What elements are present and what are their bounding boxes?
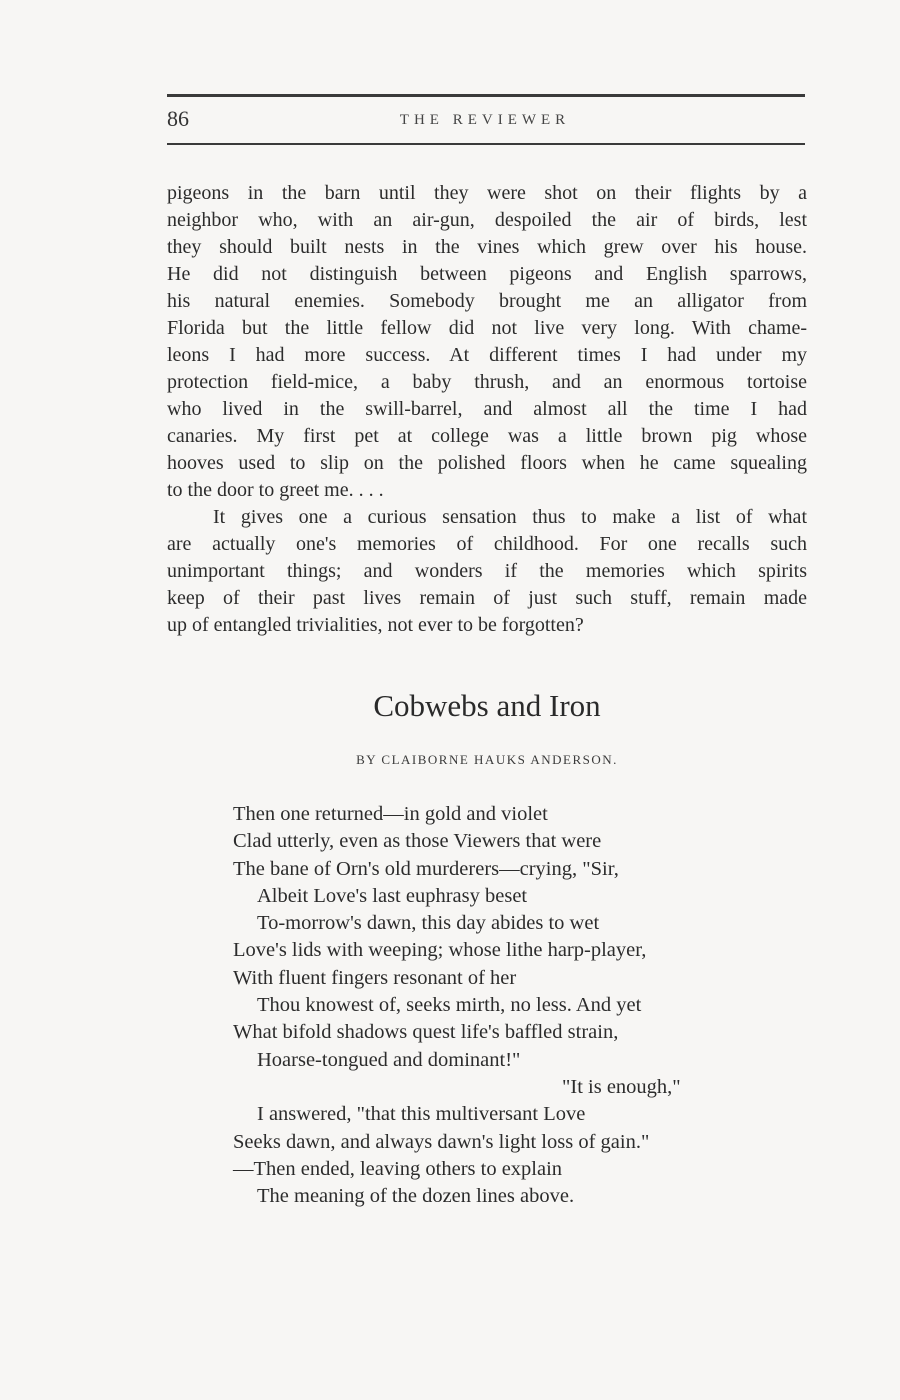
prose-line: up of entangled trivialities, not ever to be forgotten? — [167, 614, 584, 636]
poem-line: Seeks dawn, and always dawn's light loss of gain." — [233, 1130, 650, 1153]
prose-line: his natural enemies. Somebody brought me an alligator from — [167, 290, 807, 312]
header-rule-top — [167, 94, 805, 97]
poem-line: The bane of Orn's old murderers—crying, "Sir, — [233, 857, 619, 880]
poem-line: The meaning of the dozen lines above. — [257, 1185, 575, 1208]
prose-line: hooves used to slip on the polished floors when he came squealing — [167, 452, 807, 474]
prose-line: they should built nests in the vines which grew over his house. — [167, 236, 807, 258]
prose-line: keep of their past lives remain of just such stuff, remain made — [167, 587, 807, 609]
poem-line: Clad utterly, even as those Viewers that were — [233, 830, 602, 853]
poem-line: "It is enough," — [562, 1075, 681, 1098]
poem-line: To-morrow's dawn, this day abides to wet — [257, 912, 600, 935]
poem-byline: BY CLAIBORNE HAUKS ANDERSON. — [356, 752, 618, 767]
poem-line: I answered, "that this multiversant Love — [257, 1103, 586, 1126]
prose-line: unimportant things; and wonders if the memories which spirits — [167, 560, 807, 582]
poem-line: Hoarse-tongued and dominant!" — [257, 1048, 521, 1071]
poem-line: With fluent fingers resonant of her — [233, 966, 517, 989]
poem-line: Albeit Love's last euphrasy beset — [257, 884, 528, 907]
running-title: THE REVIEWER — [399, 112, 571, 128]
header-rule-bottom — [167, 143, 805, 145]
prose-line: who lived in the swill-barrel, and almost all the time I had — [167, 398, 807, 420]
poem-line: —Then ended, leaving others to explain — [233, 1157, 563, 1180]
prose-line: canaries. My first pet at college was a little brown pig whose — [167, 425, 807, 447]
prose-line: protection field-mice, a baby thrush, and an enormous tortoise — [167, 371, 807, 393]
poem-body — [233, 801, 773, 1210]
poem-line: Love's lids with weeping; whose lithe harp-player, — [233, 939, 647, 962]
prose-line: It gives one a curious sensation thus to make a list of what — [213, 506, 807, 528]
prose-line: Florida but the little fellow did not live very long. With chame- — [167, 317, 807, 339]
poem-title: Cobwebs and Iron — [373, 688, 601, 723]
prose-line: neighbor who, with an air-gun, despoiled the air of birds, lest — [167, 209, 807, 231]
prose-line: to the door to greet me. . . . — [167, 479, 384, 501]
page-number: 86 — [167, 106, 189, 131]
prose-block — [167, 180, 807, 639]
poem-line: Then one returned—in gold and violet — [233, 803, 548, 825]
prose-line: He did not distinguish between pigeons and English sparrows, — [167, 263, 807, 285]
poem-line: Thou knowest of, seeks mirth, no less. And yet — [257, 994, 642, 1017]
prose-line: pigeons in the barn until they were shot on their flights by a — [167, 182, 807, 204]
prose-line: leons I had more success. At different times I had under my — [167, 344, 807, 366]
poem-line: What bifold shadows quest life's baffled strain, — [233, 1021, 619, 1044]
prose-line: are actually one's memories of childhood. For one recalls such — [167, 533, 807, 555]
